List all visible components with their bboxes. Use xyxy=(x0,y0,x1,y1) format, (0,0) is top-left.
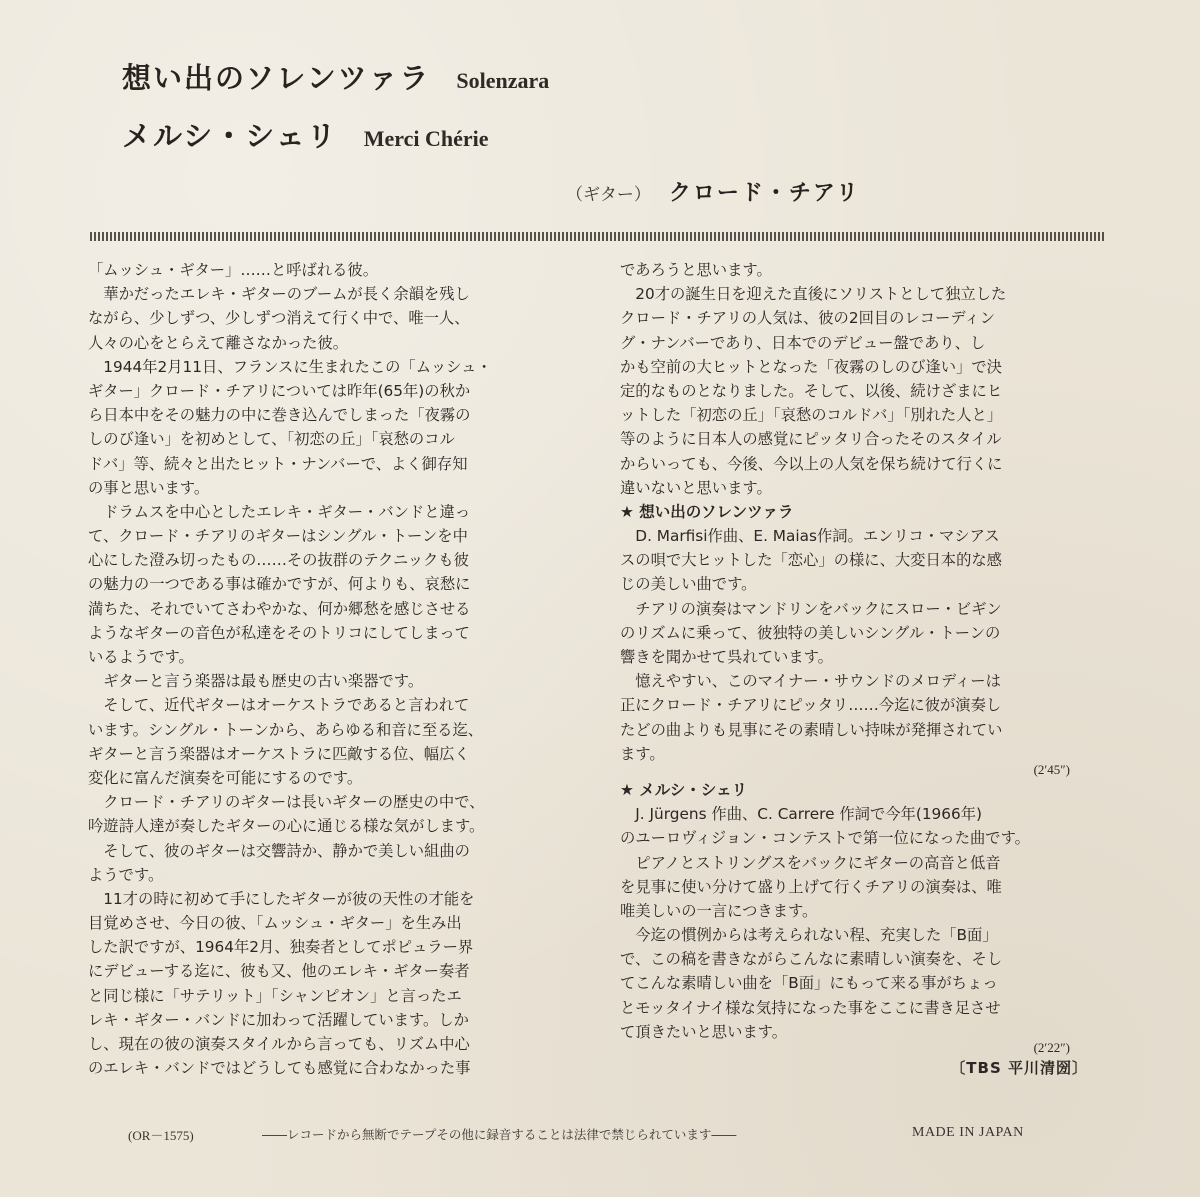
text-line: 唯美しいの一言につきます。 xyxy=(620,901,818,920)
liner-notes-left-column xyxy=(88,258,572,1080)
text-line: ピアノとストリングスをバックにギターの高音と低音 xyxy=(620,853,1001,872)
made-in-label: MADE IN JAPAN xyxy=(912,1125,1024,1140)
text-line: とモッタイナイ様な気持になった事をここに書き足させ xyxy=(620,998,1001,1017)
text-line: ットした「初恋の丘」「哀愁のコルドバ」「別れた人と」 xyxy=(620,406,1003,425)
song-title-2 xyxy=(122,114,489,155)
song-duration: (2′22″) xyxy=(1033,1040,1070,1055)
text-line: ギターと言う楽器はオーケストラに匹敵する位、幅広く xyxy=(88,744,470,763)
text-line: スの唄で大ヒットした「恋心」の様に、大変日本的な感 xyxy=(620,551,1002,570)
text-line: じの美しい曲です。 xyxy=(620,575,757,594)
text-line: 今迄の慣例からは考えられない程、充実した「B面」 xyxy=(620,926,998,945)
dotted-divider xyxy=(90,232,1106,241)
song-title-1-english: Solenzara xyxy=(456,68,550,93)
song-title-1 xyxy=(122,56,549,97)
text-line: 11才の時に初めて手にしたギターが彼の天性の才能を xyxy=(88,889,475,908)
text-line: 等のように日本人の感覚にピッタリ合ったそのスタイル xyxy=(620,430,1002,449)
text-line: グ・ナンバーであり、日本でのデビュー盤であり、し xyxy=(620,333,986,352)
text-line: の事と思います。 xyxy=(88,478,210,497)
text-line: のエレキ・バンドではどうしても感覚に合わなかった事 xyxy=(88,1059,471,1078)
text-line: にデビューする迄に、彼も又、他のエレキ・ギター奏者 xyxy=(88,962,470,981)
performer-credit xyxy=(566,176,860,207)
text-line: であろうと思います。 xyxy=(620,261,772,279)
text-line: 定的なものとなりました。そして、以後、続けざまにヒ xyxy=(620,381,1003,400)
text-line: 憶えやすい、このマイナー・サウンドのメロディーは xyxy=(620,672,1001,691)
text-line: クロード・チアリの人気は、彼の2回目のレコーディン xyxy=(620,309,996,328)
text-line: かも空前の大ヒットとなった「夜霧のしのび逢い」で決 xyxy=(620,357,1002,376)
text-line: 人々の心をとらえて離さなかった彼。 xyxy=(88,333,349,352)
song-title-2-japanese: メルシ・シェリ xyxy=(122,119,338,153)
song-heading: ★ 想い出のソレンツァラ xyxy=(620,502,794,521)
text-line: たどの曲よりも見事にその素晴しい持味が発揮されてい xyxy=(620,720,1003,739)
text-line: てこんな素晴しい曲を「B面」にもって来る事がちょっ xyxy=(620,974,998,993)
text-line: て、クロード・チアリのギターはシングル・トーンを中 xyxy=(88,527,468,546)
text-line: ら日本中をその魅力の中に巻き込んでしまった「夜霧の xyxy=(88,406,471,425)
text-line: の魅力の一つである事は確かですが、何よりも、哀愁に xyxy=(88,575,471,594)
text-line: J. Jürgens 作曲、C. Carrere 作詞で今年(1966年) xyxy=(620,805,983,824)
song-title-1-japanese: 想い出のソレンツァラ xyxy=(122,61,431,95)
text-line: そして、近代ギターはオーケストラであると言われて xyxy=(88,696,470,715)
liner-notes-right-column xyxy=(620,258,1092,1080)
text-line: した訳ですが、1964年2月、独奏者としてポピュラー界 xyxy=(88,938,474,957)
text-line: ようです。 xyxy=(88,865,164,884)
instrument-label: （ギター） xyxy=(566,185,651,205)
text-line: ようなギターの音色が私達をそのトリコにしてしまって xyxy=(88,623,470,642)
text-line: ギターと言う楽器は最も歴史の古い楽器です。 xyxy=(88,672,424,691)
text-line: を見事に使い分けて盛り上げて行くチアリの演奏は、唯 xyxy=(620,877,1002,896)
text-line: レキ・ギター・バンドに加わって活躍しています。しか xyxy=(88,1010,469,1029)
text-line: 違いないと思います。 xyxy=(620,478,772,497)
text-line: 1944年2月11日、フランスに生まれたこの「ムッシュ・ xyxy=(88,357,492,376)
text-line: います。シングル・トーンから、あらゆる和音に至る迄、 xyxy=(88,720,484,739)
text-line: で、この稿を書きながらこんなに素晴しい演奏を、そし xyxy=(620,950,1003,969)
text-line: ギター」クロード・チアリについては昨年(65年)の秋か xyxy=(88,381,471,400)
text-line: 満ちた、それでいてさわやかな、何か郷愁を感じさせる xyxy=(88,599,471,618)
text-line: クロード・チアリのギターは長いギターの歴史の中で、 xyxy=(88,793,485,812)
text-line: D. Marfisi作曲、E. Maias作詞。エンリコ・マシアス xyxy=(620,527,1000,546)
song-title-2-english: Merci Chérie xyxy=(363,126,489,151)
text-line: チアリの演奏はマンドリンをバックにスロー・ビギン xyxy=(620,599,1002,618)
song-heading: ★ メルシ・シェリ xyxy=(620,780,748,799)
text-line: 響きを聞かせて呉れています。 xyxy=(620,648,833,666)
text-line: ドラムスを中心としたエレキ・ギター・バンドと違っ xyxy=(88,502,471,521)
text-line: ながら、少しずつ、少しずつ消えて行く中で、唯一人、 xyxy=(88,309,470,328)
artist-name: クロード・チアリ xyxy=(668,181,860,206)
song-duration: (2′45″) xyxy=(1033,761,1070,777)
text-line: 変化に富んだ演奏を可能にするのです。 xyxy=(88,768,363,787)
text-line: 正にクロード・チアリにピッタリ……今迄に彼が演奏し xyxy=(620,696,1002,715)
text-line: ます。 xyxy=(620,744,665,763)
text-line: と同じ様に「サテリット」「シャンピオン」と言ったエ xyxy=(88,986,462,1005)
text-line: しのび逢い」を初めとして、「初恋の丘」「哀愁のコル xyxy=(88,430,455,449)
text-line: 心にした澄み切ったもの……その抜群のテクニックも彼 xyxy=(88,551,469,570)
text-line: 20才の誕生日を迎えた直後にソリストとして独立した xyxy=(620,285,1007,304)
catalog-number: (OR－1575) xyxy=(128,1128,194,1143)
text-line: いるようです。 xyxy=(88,648,194,666)
text-line: そして、彼のギターは交響詩か、静かで美しい組曲の xyxy=(88,841,470,860)
text-line: のリズムに乗って、彼独特の美しいシングル・トーンの xyxy=(620,623,1001,642)
text-line: 華かだったエレキ・ギターのブームが長く余韻を残し xyxy=(88,285,470,304)
text-line: 目覚めさせ、今日の彼、「ムッシュ・ギター」を生み出 xyxy=(88,914,462,933)
text-line: て頂きたいと思います。 xyxy=(620,1022,788,1041)
text-line: からいっても、今後、今以上の人気を保ち続けて行くに xyxy=(620,454,1003,473)
text-line: ドバ」等、続々と出たヒット・ナンバーで、よく御存知 xyxy=(88,454,468,473)
text-line: のユーロヴィジョン・コンテストで第一位になった曲です。 xyxy=(620,829,1030,848)
text-line: し、現在の彼の演奏スタイルから言っても、リズム中心 xyxy=(88,1035,470,1053)
text-line: 「ムッシュ・ギター」……と呼ばれる彼。 xyxy=(88,261,379,279)
text-line: 吟遊詩人達が奏したギターの心に通じる様な気がします。 xyxy=(88,817,485,836)
copyright-notice: ――レコードから無断でテープその他に録音することは法律で禁じられています―― xyxy=(262,1127,737,1142)
writer-credit: 〔TBS 平川清圀〕 xyxy=(950,1059,1088,1077)
